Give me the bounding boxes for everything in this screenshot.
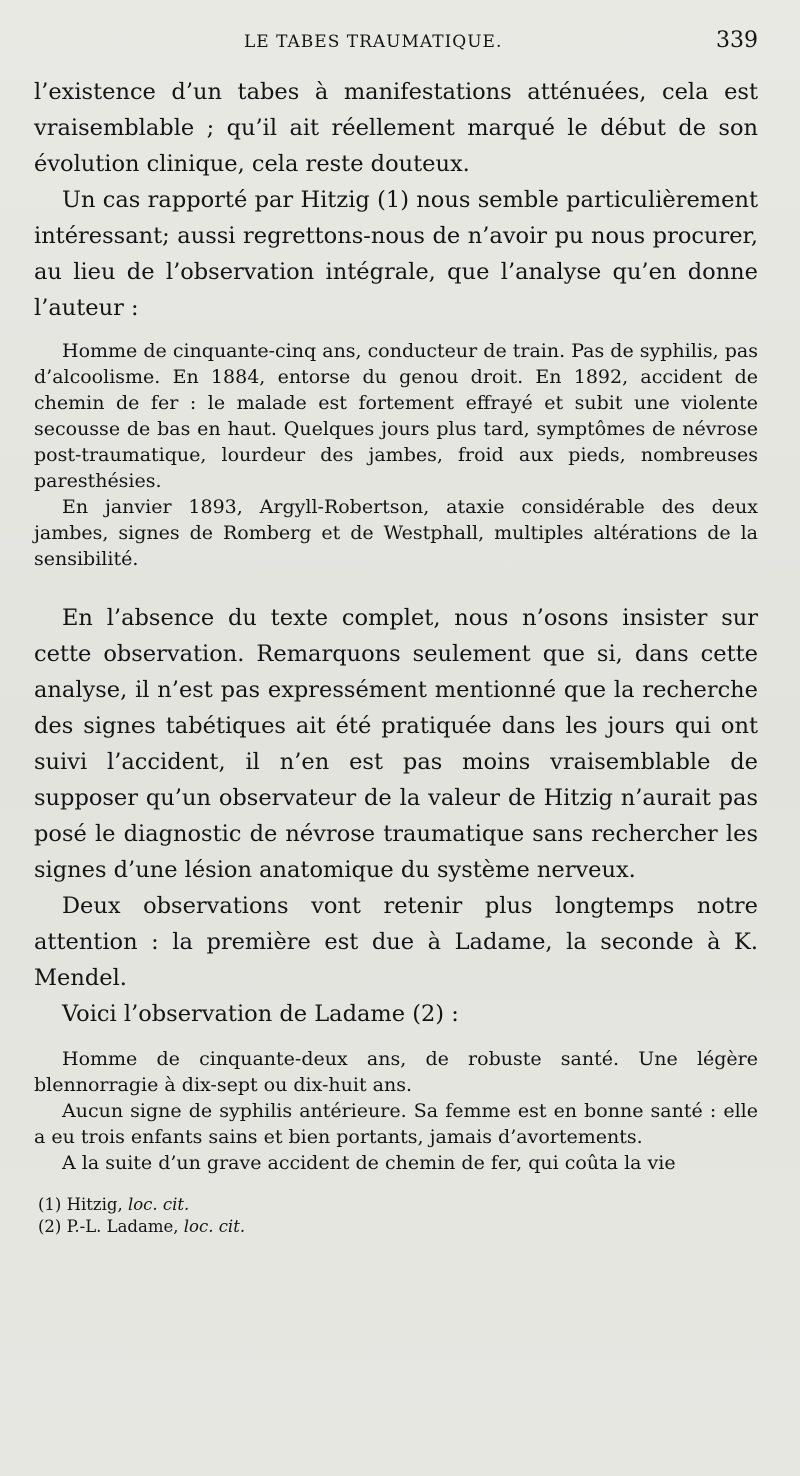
running-title: LE TABES TRAUMATIQUE. bbox=[244, 32, 503, 52]
paragraph-two-observations: Deux observations vont retenir plus longtemps notre attention : la première est due à Ladame, la seconde à K. Mendel. bbox=[34, 893, 758, 991]
running-head bbox=[34, 28, 758, 74]
main-text-continued bbox=[34, 600, 758, 1032]
observation-hitzig bbox=[34, 338, 758, 572]
footnote-1-mark: (1) Hitzig, bbox=[38, 1195, 123, 1214]
paragraph-hitzig-intro: Un cas rapporté par Hitzig (1) nous semble particulièrement intéressant; aussi regrettons-nous de n’avoir pu nous procurer, au lieu de l’observation intégrale, que l’analyse qu’en donne l’auteur : bbox=[34, 187, 758, 321]
observation-ladame-part-3: A la suite d’un grave accident de chemin de fer, qui coûta la vie bbox=[62, 1152, 676, 1174]
paragraph-discussion: En l’absence du texte complet, nous n’osons insister sur cette observation. Remarquons seulement que si, dans cette analyse, il n’est pas expressément mentionné que la recherche des signes tabétiques ait été pratiquée dans les jours qui ont suivi l’accident, il n’en est pas moins vraisemblable de supposer qu’un observateur de la valeur de Hitzig n’aurait pas posé le diagnostic de névrose traumatique sans rechercher les signes d’une lésion anatomique du système nerveux. bbox=[34, 605, 758, 883]
footnote-2-mark: (2) P.-L. Ladame, bbox=[38, 1217, 179, 1236]
footnotes bbox=[34, 1194, 758, 1238]
footnote-2-ref: loc. cit. bbox=[183, 1217, 246, 1236]
observation-ladame bbox=[34, 1046, 758, 1176]
observation-ladame-part-2: Aucun signe de syphilis antérieure. Sa femme est en bonne santé : elle a eu trois enfants sains et bien portants, jamais d’avortements. bbox=[34, 1100, 758, 1148]
footnote-1-ref: loc. cit. bbox=[127, 1195, 190, 1214]
footnote-separator bbox=[34, 1176, 758, 1194]
observation-ladame-part-1: Homme de cinquante-deux ans, de robuste santé. Une légère blennorragie à dix-sept ou dix-huit ans. bbox=[34, 1048, 758, 1096]
main-text bbox=[34, 74, 758, 326]
observation-hitzig-part-2: En janvier 1893, Argyll-Robertson, ataxie considérable des deux jambes, signes de Romberg et de Westphall, multiples altérations de la sensibilité. bbox=[34, 496, 758, 570]
paragraph-ladame-intro: Voici l’observation de Ladame (2) : bbox=[62, 1001, 459, 1027]
footnote-1 bbox=[34, 1194, 758, 1216]
paragraph-continuation: l’existence d’un tabes à manifestations atténuées, cela est vraisemblable ; qu’il ait réellement marqué le début de son évolution clinique, cela reste douteux. bbox=[34, 79, 758, 177]
footnote-2 bbox=[34, 1216, 758, 1238]
page-number: 339 bbox=[716, 28, 758, 53]
observation-hitzig-part-1: Homme de cinquante-cinq ans, conducteur de train. Pas de syphilis, pas d’alcoolisme. En 1884, entorse du genou droit. En 1892, accident de chemin de fer : le malade est fortement effrayé et subit une violente secousse de bas en haut. Quelques jours plus tard, symptômes de névrose post-traumatique, lourdeur des jambes, froid aux pieds, nombreuses paresthésies. bbox=[34, 340, 758, 492]
